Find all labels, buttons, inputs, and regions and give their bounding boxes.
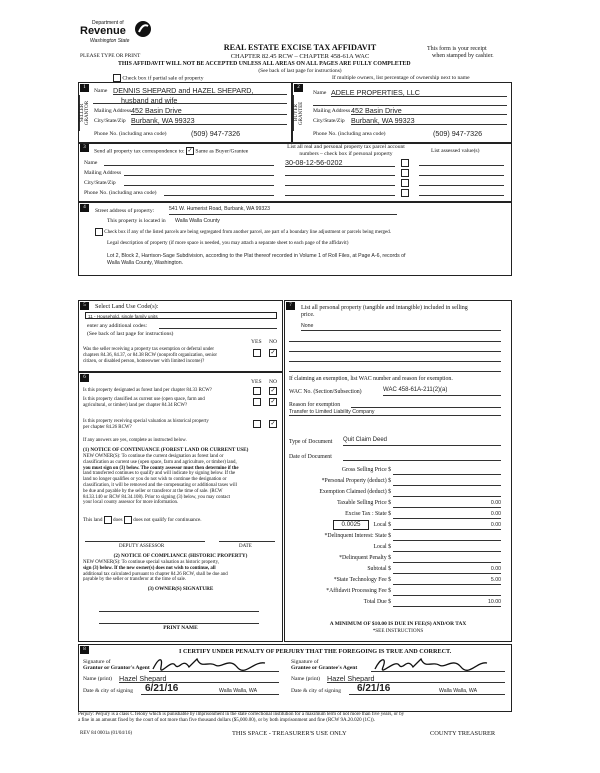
continuance-line1: NEW OWNER(S): To continue the current designation as forest land or — [83, 454, 224, 459]
forest-yes-checkbox[interactable] — [253, 387, 261, 395]
grantor-date-label: Date & city of signing — [83, 688, 134, 694]
grantor-date-field[interactable] — [141, 683, 279, 695]
section-tax-correspondence — [78, 142, 512, 202]
segregated-row — [95, 228, 391, 237]
grantor-sig-label-line2: Grantor or Grantor's Agent — [83, 665, 150, 672]
reason-field[interactable] — [351, 400, 501, 408]
parcel-field-1[interactable]: 30-08-12-56-0202 — [285, 158, 395, 167]
segregated-label: Check box if any of the listed parcels are being segregated from another parcel, are part of a boundary line adjustment or parcels being merged. — [104, 230, 391, 236]
section-buyer — [292, 82, 512, 144]
personal-property-line1: List all personal property (tangible and intangible) included in selling — [301, 305, 468, 311]
warning-text: THIS AFFIDAVIT WILL NOT BE ACCEPTED UNLESS ALL AREAS ON ALL PAGES ARE FULLY COMPLETED — [118, 61, 411, 67]
segregated-checkbox[interactable] — [95, 228, 103, 236]
form-title: REAL ESTATE EXCISE TAX AFFIDAVIT — [223, 43, 377, 52]
current-use-yes-checkbox[interactable] — [253, 398, 261, 406]
continuance-line6: classification, it will be removed and the compensating or additional taxes will — [83, 482, 238, 488]
treasurer-space-label: THIS SPACE - TREASURER'S USE ONLY — [232, 730, 347, 737]
forest-no-checkbox[interactable]: ✓ — [270, 388, 276, 394]
land-use-code-select[interactable]: 11 - Household, single family units — [85, 312, 277, 319]
continuance-line9: your local county assessor for more information. — [83, 500, 179, 506]
form-chapter: CHAPTER 82.45 RCW – CHAPTER 458-61A WAC — [230, 53, 370, 60]
perjury-line2: a fine in an amount fixed by the court of not more than five thousand dollars ($5,000.00), or by both imprisonment and fine (RCW 9A.20.020 (1C)). — [78, 718, 375, 723]
parcel-field-3[interactable] — [285, 178, 395, 186]
seller-city-field[interactable]: Burbank, WA 99323 — [131, 116, 287, 125]
buyer-address-label: Mailing Address — [313, 108, 351, 114]
receipt-note-2: when stamped by cashier. — [432, 53, 494, 59]
minimum-fee-note: A MINIMUM OF $10.00 IS DUE IN FEE(S) AND/OR TAX — [329, 621, 467, 627]
perjury-text — [78, 712, 518, 724]
located-label: This property is located in — [107, 218, 166, 224]
exemption-question-line3: citizen, or disabled person, homeowner with limited income)? — [83, 358, 205, 364]
seller-phone-field[interactable]: (509) 947-7326 — [191, 129, 241, 138]
deputy-date-field[interactable] — [219, 535, 275, 542]
parcel-personal-checkbox-3[interactable] — [401, 179, 409, 187]
continuance-line8: 84.33.140 or RCW 84.34.108). Prior to signing (3) below, you may contact — [83, 494, 230, 500]
deputy-date-label: DATE — [239, 544, 252, 549]
legal-label: Legal description of property (if more space is needed, you may attach a separate sheet to each page of the affidavit) — [107, 240, 349, 246]
grantor-city-value: Walla Walla, WA — [219, 688, 258, 694]
taxable-price-label: Taxable Selling Price $ — [337, 500, 391, 506]
grantor-sig-label — [83, 659, 150, 672]
deputy-assessor-field[interactable] — [85, 535, 205, 542]
print-name-label: PRINT NAME — [163, 625, 198, 631]
section-number: 2 — [294, 84, 303, 92]
exemption-claim-label: If claiming an exemption, list WAC number and reason for exemption. — [289, 376, 453, 382]
same-as-buyer-checkbox[interactable]: ✓ — [187, 148, 193, 154]
revision-code: REV 84 0001a (01/04/16) — [80, 731, 132, 736]
corr-phone-field[interactable] — [164, 188, 274, 196]
current-use-question-line2: agricultural, or timber) land per chapter 84.34 RCW? — [83, 402, 188, 408]
continuance-line3: you must sign on (3) below. The county assessor must then determine if the — [83, 465, 239, 471]
grantee-signature-image — [371, 655, 491, 673]
buyer-address-field[interactable]: 452 Basin Drive — [351, 106, 507, 115]
corr-city-label: City/State/Zip — [84, 180, 116, 186]
legal-description-line2[interactable]: Walla Walla County, Washington. — [107, 260, 184, 266]
grantee-city-value: Walla Walla, WA — [439, 688, 478, 694]
grantee-date-value: 6/21/16 — [357, 683, 391, 694]
corr-phone-label: Phone No. (including area code) — [84, 190, 157, 196]
perjury-line1: Perjury: Perjury is a class C felony which is punishable by imprisonment in the state correctional institution for a maximum term of not more than five years, or by — [78, 712, 405, 717]
compliance-line3: additional tax calculated pursuant to chapter 84.26 RCW, shall be due and — [83, 571, 228, 577]
continuance-line2: classification as current use (open space, farm and agriculture, or timber) land, — [83, 459, 237, 465]
personal-deduct-field[interactable] — [393, 478, 501, 486]
corr-name-label: Name — [84, 160, 98, 166]
section-number: 6 — [80, 374, 89, 382]
personal-property-label — [301, 305, 468, 319]
seller-address-field[interactable]: 452 Basin Drive — [131, 106, 287, 115]
yes-header: YES — [251, 379, 262, 385]
grantor-name-field[interactable]: Hazel Shepard — [119, 674, 279, 683]
assessed-field-4[interactable] — [419, 188, 504, 196]
tech-fee-field[interactable]: 5.00 — [393, 577, 501, 585]
exemption-yes-checkbox[interactable] — [253, 349, 261, 357]
grantee-sig-label — [291, 659, 357, 672]
section-number: 4 — [80, 204, 89, 212]
exemption-deduct-label: Exemption Claimed (deduct) $ — [319, 489, 391, 495]
historic-yes-checkbox[interactable] — [253, 420, 261, 428]
tax-corr-text: Send all property tax correspondence to: — [94, 148, 185, 155]
wac-field[interactable]: WAC 458-61A-211(2)(a) — [383, 387, 501, 396]
grantee-signature-field[interactable] — [371, 663, 505, 672]
buyer-name-field[interactable]: ADELE PROPERTIES, LLC — [331, 88, 507, 97]
section-signatures — [78, 644, 512, 712]
compliance-heading: (2) NOTICE OF COMPLIANCE (HISTORIC PROPERTY) — [113, 553, 248, 559]
owner-print-name-field[interactable] — [99, 617, 259, 624]
land-use-see-back: (See back of last page for instructions) — [87, 331, 174, 337]
doctype-label: Type of Document — [289, 439, 333, 445]
qualify-land-label: This land — [83, 517, 103, 524]
grantor-date-value: 6/21/16 — [145, 683, 179, 694]
historic-question-line1: Is this property receiving special valuation as historical property — [83, 419, 209, 424]
delinquent-local-label: Local $ — [373, 544, 391, 550]
multiple-owners-note: If multiple owners, list percentage of ownership next to name — [332, 75, 470, 81]
corr-address-field[interactable] — [124, 168, 274, 176]
additional-codes-label: enter any additional codes: — [87, 323, 148, 329]
section-forest-current-use — [78, 372, 283, 642]
section-number: 7 — [286, 302, 295, 310]
compliance-text — [83, 560, 228, 583]
continuance-line7: be due and payable by the seller or transferor at the time of sale. (RCW — [83, 488, 223, 494]
street-field[interactable]: 541 W. Humerist Road, Burbank, WA 99323 — [169, 206, 397, 215]
seller-address-label: Mailing Address — [94, 108, 132, 114]
historic-no-checkbox[interactable]: ✓ — [270, 421, 276, 427]
exemption-question-line1: Was the seller receiving a property tax exemption or deferral under — [83, 347, 215, 352]
total-due-label: Total Due $ — [363, 599, 391, 605]
assessed-field-2[interactable] — [419, 168, 504, 176]
assessed-header: List assessed value(s) — [431, 148, 480, 154]
personal-property-field-3[interactable] — [289, 344, 501, 352]
see-back-header: (See back of last page for instructions) — [258, 68, 342, 74]
delinquent-state-field[interactable] — [393, 533, 501, 541]
seller-name-field[interactable]: DENNIS SHEPARD and HAZEL SHEPARD, — [113, 86, 287, 95]
buyer-name-label: Name — [313, 90, 327, 96]
please-type: PLEASE TYPE OR PRINT — [80, 53, 141, 59]
current-use-question-line1: Is this property classified as current use (open space, farm and — [83, 397, 205, 402]
deputy-assessor-label: DEPUTY ASSESSOR — [119, 544, 165, 549]
buyer-phone-label: Phone No. (including area code) — [313, 131, 386, 137]
qualify-does-checkbox[interactable] — [104, 516, 112, 524]
buyer-phone-field[interactable]: (509) 947-7326 — [433, 129, 483, 138]
parcel-header-line2: numbers – check box if personal property — [299, 150, 393, 157]
personal-property-field-4[interactable] — [289, 354, 501, 362]
gross-price-field[interactable] — [393, 467, 501, 475]
tech-fee-label: *State Technology Fee $ — [333, 577, 391, 583]
yes-header: YES — [251, 339, 262, 345]
qualify-label: qualify for continuance. — [151, 517, 202, 524]
additional-codes-field[interactable] — [159, 321, 277, 329]
section-tax-computation — [284, 300, 512, 642]
reason-value[interactable]: Transfer to Limited Liability Company — [289, 409, 375, 415]
logo — [72, 20, 162, 50]
assessed-field-1[interactable] — [419, 158, 504, 166]
qualify-does-label: does — [113, 517, 123, 524]
logo-text-department: Department of — [92, 20, 124, 26]
buyer-city-label: City/State/Zip — [313, 118, 345, 124]
personal-property-field-5[interactable] — [289, 364, 501, 372]
historic-question-line2: per chapter 84.26 RCW? — [83, 424, 132, 430]
delinquent-local-field[interactable] — [393, 544, 501, 552]
wac-label: WAC No. (Section/Subsection) — [289, 389, 362, 395]
compliance-line2: sign (3) below. If the new owner(s) does not wish to continue, all — [83, 565, 216, 571]
legal-description-line1[interactable]: Lot 2, Block 2, Harrison-Sage Subdivision, according to the Plat thereof recorded in Volume 1 of Roll Files, at Page A-6, records of — [107, 253, 406, 259]
grantor-signature-field[interactable] — [149, 663, 279, 672]
section-number: 8 — [80, 646, 89, 654]
continuance-line5: land no longer qualifies or you do not wish to continue the designation or — [83, 477, 227, 483]
see-instructions-note: *SEE INSTRUCTIONS — [372, 628, 424, 634]
grantee-name-label: Name (print) — [291, 676, 321, 682]
reason-field-2[interactable] — [289, 409, 501, 416]
reason-label: Reason for exemption — [289, 402, 341, 408]
section-number: 3 — [80, 144, 89, 152]
tax-corr-label — [94, 147, 248, 155]
personal-property-field-2[interactable] — [289, 334, 501, 342]
delinquent-penalty-label: *Delinquent Penalty $ — [339, 555, 391, 561]
receipt-note: This form is your receipt — [427, 46, 487, 52]
parcel-field-2[interactable] — [285, 168, 395, 176]
delinquent-state-label: *Delinquent Interest: State $ — [324, 533, 391, 539]
buyer-city-field[interactable]: Burbank, WA 99323 — [351, 116, 507, 125]
owner-signature-heading: (3) OWNER(S) SIGNATURE — [147, 586, 214, 592]
grantor-sig-label-line1: Signature of — [83, 659, 111, 665]
revenue-emblem-icon — [134, 20, 152, 38]
qualify-does-not-label: does not — [133, 517, 151, 524]
no-header: NO — [269, 339, 278, 345]
assessed-field-3[interactable] — [419, 178, 504, 186]
delinquent-penalty-field[interactable] — [393, 555, 501, 563]
section-land-use — [78, 300, 283, 372]
parcel-header-line1: List all real and personal property tax parcel account — [287, 144, 405, 150]
taxable-price-field[interactable]: 0.00 — [393, 500, 501, 508]
compliance-line4: payable by the seller or transferor at the time of sale. — [83, 577, 187, 583]
partial-sale-label: Check box if partial sale of property — [122, 75, 204, 82]
section-location — [78, 202, 512, 276]
corr-address-label: Mailing Address — [84, 170, 122, 176]
parcel-personal-checkbox-4[interactable] — [401, 189, 409, 197]
logo-text-revenue: Revenue — [80, 25, 126, 37]
grantee-sig-label-line1: Signature of — [291, 659, 319, 665]
section-number: 1 — [80, 84, 89, 92]
doctype-field[interactable]: Quit Claim Deed — [343, 437, 501, 446]
owner-signature-field[interactable] — [99, 605, 259, 612]
continuance-line4: land transferred continues to qualify and will indicate by signing below. If the — [83, 471, 236, 477]
grantee-name-field[interactable]: Hazel Shepard — [327, 674, 505, 683]
located-field[interactable]: Walla Walla County — [175, 218, 220, 224]
docdate-field[interactable] — [343, 452, 501, 461]
buyer-name-field-2[interactable] — [313, 98, 507, 106]
same-as-buyer-label: Same as Buyer/Grantee — [195, 148, 249, 155]
total-due-field[interactable]: 10.00 — [393, 599, 501, 607]
buyer-tab: BUYER GRANTEE — [293, 95, 303, 131]
local-rate-box[interactable]: 0.0025 — [333, 520, 369, 530]
exemption-no-checkbox[interactable]: ✓ — [270, 350, 276, 356]
section-number: 5 — [80, 302, 89, 310]
personal-deduct-label: *Personal Property (deduct) $ — [321, 478, 391, 484]
no-header: NO — [269, 379, 278, 385]
exemption-deduct-field[interactable] — [393, 489, 501, 497]
excise-local-label: Local $ — [373, 522, 391, 528]
corr-city-field[interactable] — [124, 178, 274, 186]
grantor-signature-image — [149, 655, 269, 673]
county-treasurer-label: COUNTY TREASURER — [430, 730, 496, 737]
seller-phone-label: Phone No. (including area code) — [94, 131, 167, 137]
grantee-date-field[interactable] — [349, 683, 505, 695]
personal-property-field[interactable]: None — [301, 323, 501, 331]
excise-local-field[interactable]: 0.00 — [393, 522, 501, 530]
grantor-name-label: Name (print) — [83, 676, 113, 682]
corr-name-field[interactable] — [104, 158, 274, 166]
qualify-row — [83, 516, 202, 524]
instructions-intro: If any answers are yes, complete as instructed below. — [83, 438, 187, 443]
docdate-label: Date of Document — [289, 454, 332, 460]
partial-sale-checkbox[interactable] — [113, 74, 121, 82]
excise-state-label: Excise Tax : State $ — [345, 511, 391, 517]
compliance-line1: NEW OWNER(S): To continue special valuation as historic property, — [83, 560, 219, 565]
grantee-sig-label-line2: Grantee or Grantee's Agent — [291, 665, 358, 672]
parcel-header — [282, 144, 410, 157]
certify-text: I CERTIFY UNDER PENALTY OF PERJURY THAT THE FOREGOING IS TRUE AND CORRECT. — [179, 648, 452, 655]
personal-property-line2: price. — [301, 312, 315, 318]
continuance-text — [83, 454, 279, 506]
processing-fee-field[interactable] — [393, 588, 501, 596]
exemption-question-line2: chapters 84.36, 84.37, or 84.38 RCW (nonprofit organization, senior — [83, 352, 218, 358]
parcel-personal-checkbox-1[interactable] — [401, 159, 409, 167]
logo-text-state: Washington State — [90, 38, 130, 44]
qualify-does-not-checkbox[interactable] — [124, 516, 132, 524]
subtotal-label: Subtotal $ — [367, 566, 391, 572]
land-use-label: Select Land Use Code(s): — [95, 303, 159, 310]
subtotal-field[interactable]: 0.00 — [393, 566, 501, 574]
current-use-no-checkbox[interactable]: ✓ — [270, 399, 276, 405]
current-use-question — [83, 397, 205, 409]
seller-name-field-2[interactable]: husband and wife — [93, 96, 287, 104]
forest-land-question: Is this property designated as forest land per chapter 84.33 RCW? — [83, 388, 212, 393]
processing-fee-label: *Affidavit Processing Fee $ — [326, 588, 391, 594]
street-label: Street address of property: — [95, 208, 155, 214]
continuance-heading: (1) NOTICE OF CONTINUANCE (FOREST LAND OR CURRENT USE) — [83, 447, 249, 453]
excise-state-field[interactable]: 0.00 — [393, 511, 501, 519]
gross-price-label: Gross Selling Price $ — [341, 467, 391, 473]
seller-tab: SELLER GRANTOR — [79, 95, 89, 131]
historic-question — [83, 419, 209, 431]
seller-city-label: City/State/Zip — [94, 118, 126, 124]
exemption-question — [83, 347, 217, 364]
section-seller — [78, 82, 292, 144]
partial-sale-row — [113, 74, 204, 82]
parcel-personal-checkbox-2[interactable] — [401, 169, 409, 177]
grantee-date-label: Date & city of signing — [291, 688, 342, 694]
parcel-field-4[interactable] — [285, 188, 395, 196]
seller-name-label: Name — [94, 88, 108, 94]
